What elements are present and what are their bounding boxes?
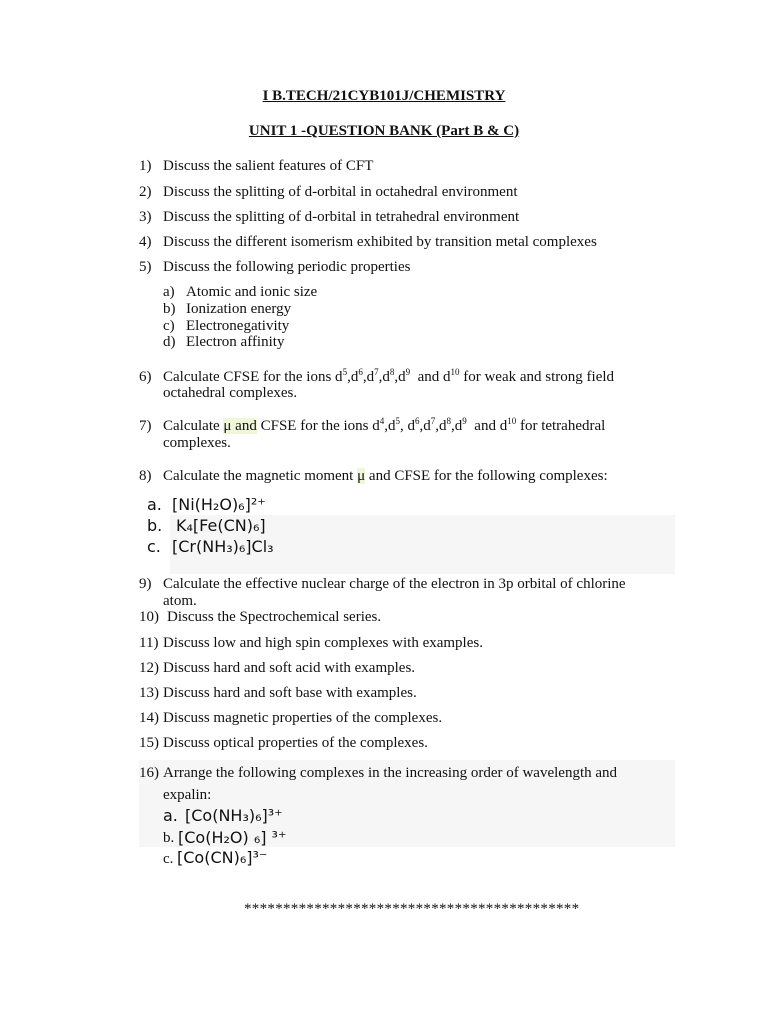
question-number: 4) — [139, 234, 152, 250]
question-text: Discuss the Spectrochemical series. — [167, 609, 382, 625]
question-text-line2: octahedral complexes. — [163, 385, 298, 401]
question-number: 12) — [139, 660, 159, 676]
subitem-label: d) — [163, 334, 176, 350]
question-number: 11) — [139, 635, 159, 651]
footer-separator: ******************************************* — [244, 901, 580, 917]
question-number: 13) — [139, 685, 159, 701]
complex-formula: [Co(H₂O) ₆] ³⁺ — [178, 828, 287, 847]
question-number: 7) — [139, 418, 152, 434]
subitem-text: Atomic and ionic size — [186, 284, 318, 300]
question-text: Discuss the different isomerism exhibited by transition metal complexes — [163, 234, 597, 250]
question-text: Arrange the following complexes in the increasing order of wavelength and — [163, 765, 618, 781]
complex-label: a. — [163, 806, 178, 825]
document-course-title: I B.TECH/21CYB101J/CHEMISTRY — [262, 88, 506, 104]
question-number: 6) — [139, 369, 152, 385]
question-number: 10) — [139, 609, 159, 625]
question-number: 15) — [139, 735, 159, 751]
question-number: 2) — [139, 184, 152, 200]
complex-label: a. — [147, 495, 162, 514]
complex-formula: [Ni(H₂O)₆]²⁺ — [172, 495, 266, 514]
question-text: Discuss hard and soft acid with examples. — [163, 660, 416, 676]
subitem-label: c) — [163, 318, 175, 334]
question-number: 8) — [139, 468, 152, 484]
mu-highlight: μ — [357, 468, 366, 484]
question-text: Discuss magnetic properties of the complexes. — [163, 710, 443, 726]
question-text-line2: complexes. — [163, 435, 231, 451]
subitem-text: Electron affinity — [186, 334, 285, 350]
subitem-text: Electronegativity — [186, 318, 290, 334]
document-unit-title: UNIT 1 -QUESTION BANK (Part B & C) — [248, 123, 520, 139]
question-number: 9) — [139, 576, 152, 592]
question-text: Discuss the salient features of CFT — [163, 158, 374, 174]
question-number: 16) — [139, 765, 159, 781]
question-text: Discuss optical properties of the complexes. — [163, 735, 428, 751]
question-text: Discuss the splitting of d-orbital in octahedral environment — [163, 184, 518, 200]
question-text-line2: expalin: — [163, 787, 212, 803]
question-text: Discuss low and high spin complexes with examples. — [163, 635, 483, 651]
mu-highlight: μ and — [223, 418, 257, 434]
question-text: Calculate the magnetic moment μ and CFSE for the following complexes: — [163, 468, 608, 484]
complex-formula: [Co(CN)₆]³⁻ — [177, 848, 268, 867]
subitem-text: Ionization energy — [186, 301, 292, 317]
question-number: 5) — [139, 259, 152, 275]
complex-label: c. — [147, 537, 161, 556]
question-text: Discuss hard and soft base with examples. — [163, 685, 417, 701]
subitem-label: a) — [163, 284, 175, 300]
question-text: Discuss the following periodic properties — [163, 259, 411, 275]
question-number: 3) — [139, 209, 152, 225]
question-number: 1) — [139, 158, 152, 174]
subitem-label: b) — [163, 301, 176, 317]
question-number: 14) — [139, 710, 159, 726]
complex-label: b. — [163, 830, 175, 846]
question-text: Discuss the splitting of d-orbital in tetrahedral environment — [163, 209, 520, 225]
question-text-line2: atom. — [163, 593, 197, 609]
complex-formula: [Co(NH₃)₆]³⁺ — [185, 806, 283, 825]
complex-label: c. — [163, 851, 174, 867]
complex-formula: [Cr(NH₃)₆]Cl₃ — [172, 537, 274, 556]
question-text: Calculate μ and CFSE for the ions $d^4,d^5$, $d^6,d^7,d^8,d^9$ and $d^{10}$ for tetrahedral — [163, 416, 606, 434]
question-text: Calculate the effective nuclear charge of the electron in 3p orbital of chlorine — [163, 576, 626, 592]
complex-formula: K₄[Fe(CN)₆] — [176, 516, 266, 535]
complex-label: b. — [147, 516, 163, 535]
question-text: Calculate CFSE for the ions $d^5,d^6,d^7,d^8,d^9$ and $d^{10}$ for weak and strong field — [163, 367, 615, 385]
